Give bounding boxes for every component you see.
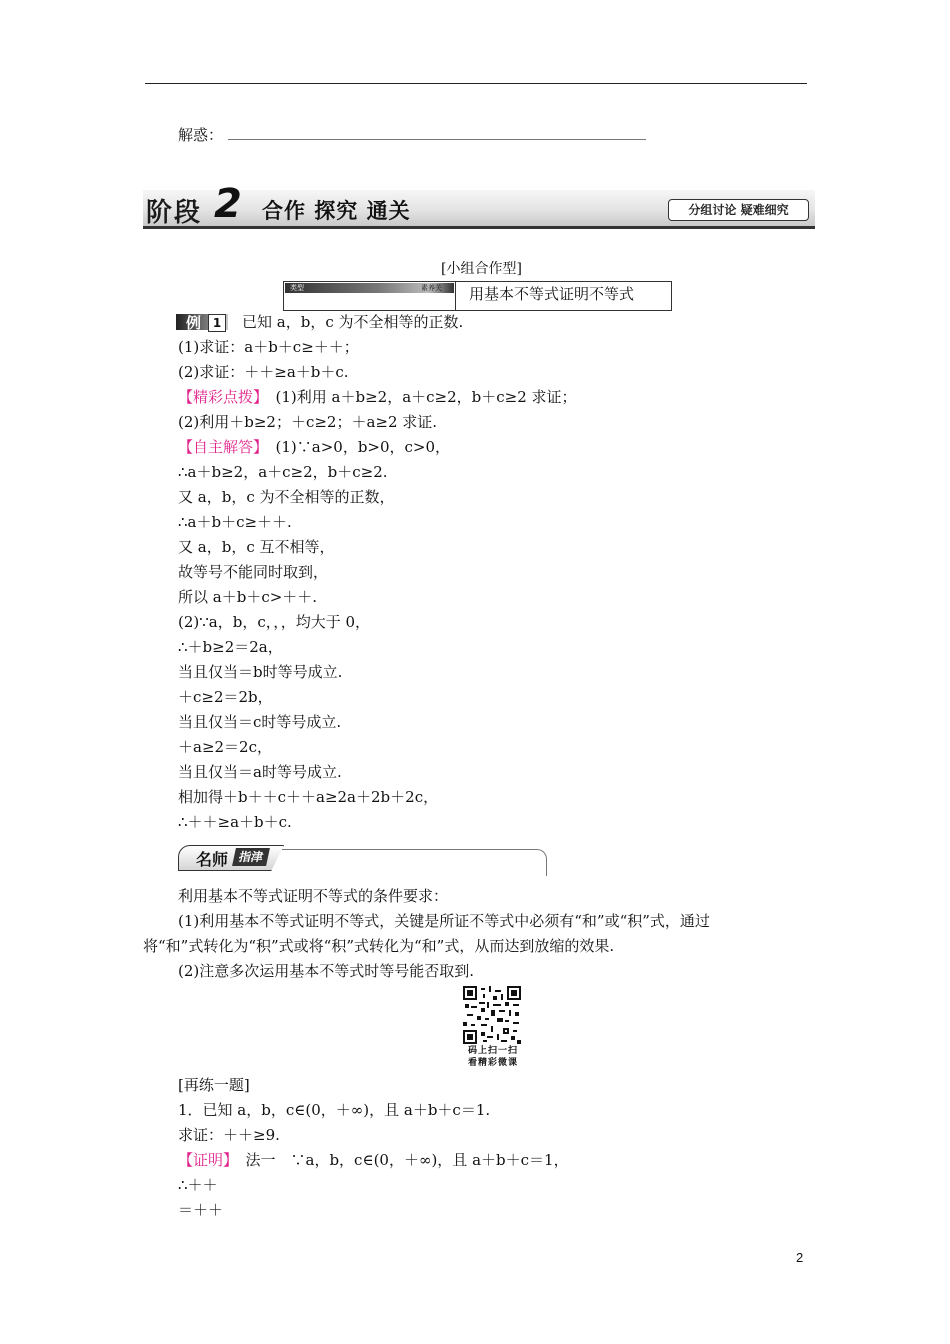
qr-caption-line-2: 看精彩微课 <box>467 1058 518 1068</box>
practice-heading: [再练一题] <box>178 1076 250 1094</box>
type-title: 用基本不等式证明不等式 <box>469 285 635 303</box>
tip-line: 利用基本不等式证明不等式的条件要求： <box>178 887 449 905</box>
practice-line: ＝＋＋ <box>178 1201 224 1219</box>
qr-code-image <box>463 986 521 1044</box>
solution-line: ∴＋＋≥a＋b＋c. <box>178 813 292 831</box>
proof-tag: 【证明】 <box>178 1151 231 1169</box>
page-number: 2 <box>796 1250 804 1265</box>
practice-line: 1．已知 a，b，c∈(0，＋∞)，且 a＋b＋c＝1. <box>178 1101 491 1119</box>
qr-caption <box>458 1045 528 1069</box>
solution-line: 当且仅当＝a时等号成立. <box>178 763 342 781</box>
example-badge <box>176 312 228 332</box>
mingshi-frame <box>282 849 547 876</box>
jiehuo-label: 解惑： <box>178 126 224 144</box>
header-rule <box>145 83 807 84</box>
solution-line: ＋a≥2＝2c， <box>178 738 272 756</box>
practice-line: ∴＋＋ <box>178 1176 218 1194</box>
example-stem: 已知 a，b，c 为不全相等的正数. <box>242 313 464 331</box>
solution-line: 故等号不能同时取到， <box>178 563 329 581</box>
type-box-divider <box>455 281 456 311</box>
solution-line: 当且仅当＝c时等号成立. <box>178 713 342 731</box>
example-badge-number: 1 <box>208 314 226 332</box>
tip-line: (1)利用基本不等式证明不等式，关键是所证不等式中必须有“和”或“积”式，通过 <box>178 912 710 930</box>
answer-line <box>178 436 450 458</box>
hint-text: (1)利用 a＋b≥2，a＋c≥2，b＋c≥2 求证； <box>260 388 577 406</box>
group-type-heading: [小组合作型] <box>441 261 522 277</box>
mingshi-header <box>178 845 548 877</box>
practice-line: 求证：＋＋≥9. <box>178 1126 280 1144</box>
type-strip-left-label: 类型 <box>290 284 304 292</box>
mingshi-label-b: 指津 <box>232 848 270 866</box>
tip-line: (2)注意多次运用基本不等式时等号能否取到. <box>178 962 475 980</box>
proof-line <box>178 1149 569 1171</box>
solution-line: ∴a＋b＋c≥＋＋. <box>178 513 292 531</box>
stage-word: 阶段 <box>146 198 203 228</box>
type-strip-right-label: 素养关 <box>421 284 442 292</box>
proof-text: 法一 ∵a，b，c∈(0，＋∞)，且 a＋b＋c＝1， <box>230 1151 569 1169</box>
qr-caption-line-1: 码上扫一扫 <box>467 1046 518 1056</box>
solution-line: (2)利用＋b≥2；＋c≥2；＋a≥2 求证. <box>178 413 438 431</box>
answer-text: (1)∵a>0，b>0，c>0， <box>260 438 451 456</box>
example-badge-label: 例 <box>186 314 202 332</box>
solution-line: ＋c≥2＝2b， <box>178 688 273 706</box>
solution-line: 当且仅当＝b时等号成立. <box>178 663 343 681</box>
jiehuo-answer-line <box>228 139 646 140</box>
stage-number: 2 <box>214 181 242 227</box>
solution-line: (2)∵a，b，c，，，均大于 0， <box>178 613 371 631</box>
solution-line: 又 a，b，c 互不相等， <box>178 538 335 556</box>
hint-line <box>178 386 577 408</box>
stage-title: 合作 探究 通关 <box>262 199 411 223</box>
solution-line: 又 a，b，c 为不全相等的正数， <box>178 488 395 506</box>
solution-line: 相加得＋b＋＋c＋＋a≥2a＋2b＋2c， <box>178 788 439 806</box>
hint-tag: 【精彩点拨】 <box>178 388 261 406</box>
solution-line: (2)求证：＋＋≥a＋b＋c. <box>178 363 349 381</box>
stage-tag: 分组讨论 疑难细究 <box>668 199 809 221</box>
solution-line: 所以 a＋b＋c>＋＋. <box>178 588 318 606</box>
solution-line: ∴a＋b≥2，a＋c≥2，b＋c≥2. <box>178 463 388 481</box>
answer-tag: 【自主解答】 <box>178 438 261 456</box>
solution-line: (1)求证：a＋b＋c≥＋＋； <box>178 338 359 356</box>
solution-line: ∴＋b≥2＝2a， <box>178 638 283 656</box>
tip-line: 将“和”式转化为“积”式或将“积”式转化为“和”式，从而达到放缩的效果. <box>143 937 615 955</box>
mingshi-label-a: 名师 <box>196 850 229 869</box>
